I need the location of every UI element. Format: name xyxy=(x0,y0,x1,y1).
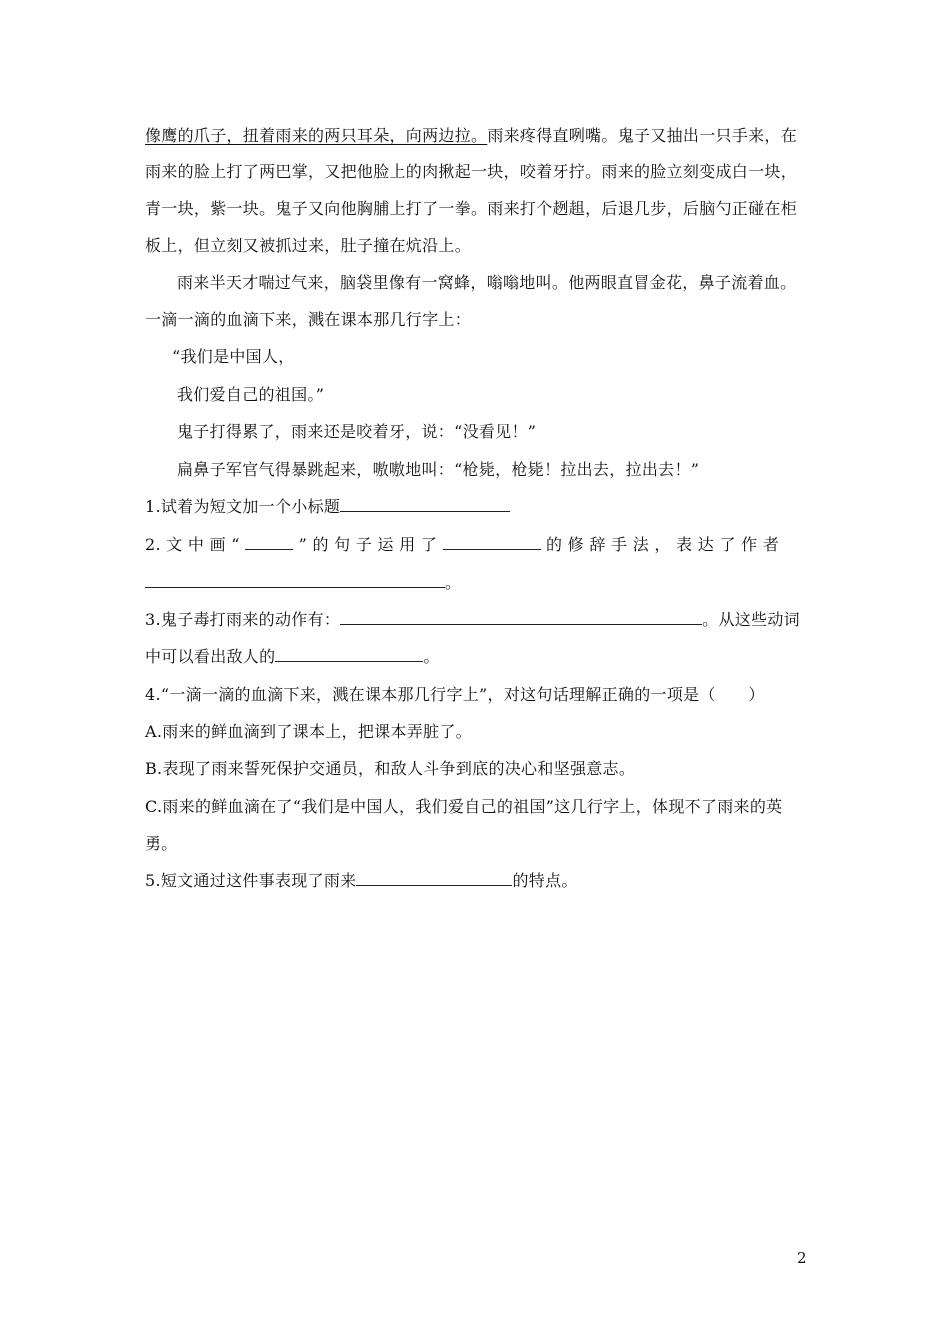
underlined-sentence: 像鹰的爪子，扭着雨来的两只耳朵，向两边拉。 xyxy=(145,126,488,145)
passage-line: 扁鼻子军官气得暴跳起来，嗷嗷地叫：“枪毙，枪毙！拉出去，拉出去！” xyxy=(177,460,700,479)
question-5: 5.短文通过这件事表现了雨来 的特点。 xyxy=(145,871,578,890)
question-3: 3.鬼子毒打雨来的动作有： 。从这些动词 xyxy=(145,610,800,629)
option-c[interactable]: C.雨来的鲜血滴在了“我们是中国人，我们爱自己的祖国”这几行字上，体现不了雨来的英 xyxy=(145,797,783,816)
question-2-cont: 。 xyxy=(145,571,807,595)
passage-line: 像鹰的爪子，扭着雨来的两只耳朵，向两边拉。雨来疼得直咧嘴。鬼子又抽出一只手来，在 xyxy=(145,126,798,145)
option-a[interactable]: A.雨来的鲜血滴到了课本上，把课本弄脏了。 xyxy=(145,722,472,741)
answer-blank[interactable] xyxy=(245,533,293,550)
option-c-cont: 勇。 xyxy=(145,834,178,853)
answer-blank[interactable] xyxy=(340,495,510,512)
passage-line: 一滴一滴的血滴下来，溅在课本那几行字上： xyxy=(145,310,472,329)
question-4: 4.“一滴一滴的血滴下来，溅在课本那几行字上”，对这句话理解正确的一项是（ ） xyxy=(145,685,765,704)
answer-blank[interactable] xyxy=(356,869,512,886)
passage-line: 板上，但立刻又被抓过来，肚子撞在炕沿上。 xyxy=(145,236,472,255)
quote-line: “我们是中国人， xyxy=(172,347,295,366)
question-1: 1.试着为短文加一个小标题 xyxy=(145,495,807,519)
option-b[interactable]: B.表现了雨来誓死保护交通员，和敌人斗争到底的决心和坚强意志。 xyxy=(145,759,636,778)
passage-line: 雨来的脸上打了两巴掌，又把他脸上的肉揪起一块，咬着牙拧。雨来的脸立刻变成白一块， xyxy=(145,162,798,181)
answer-blank[interactable] xyxy=(340,608,702,625)
answer-blank[interactable] xyxy=(145,571,445,588)
answer-blank[interactable] xyxy=(275,645,423,662)
passage-line: 青一块，紫一块。鬼子又向他胸脯上打了一拳。雨来打个趔趄，后退几步，后脑勺正碰在柜 xyxy=(145,199,798,218)
passage-line: 鬼子打得累了，雨来还是咬着牙，说：“没看见！” xyxy=(177,422,537,441)
answer-blank[interactable] xyxy=(443,533,541,550)
question-3-cont: 中可以看出敌人的 。 xyxy=(145,647,440,666)
passage-line: 雨来半天才喘过气来，脑袋里像有一窝蜂，嗡嗡地叫。他两眼直冒金花，鼻子流着血。 xyxy=(177,273,797,292)
quote-line: 我们爱自己的祖国。” xyxy=(177,385,325,404)
page-number: 2 xyxy=(797,1249,807,1267)
question-2: 2. 文 中 画 “ ” 的 句 子 运 用 了 的 修 辞 手 法 ， 表 达 了 作 者 xyxy=(145,535,780,554)
